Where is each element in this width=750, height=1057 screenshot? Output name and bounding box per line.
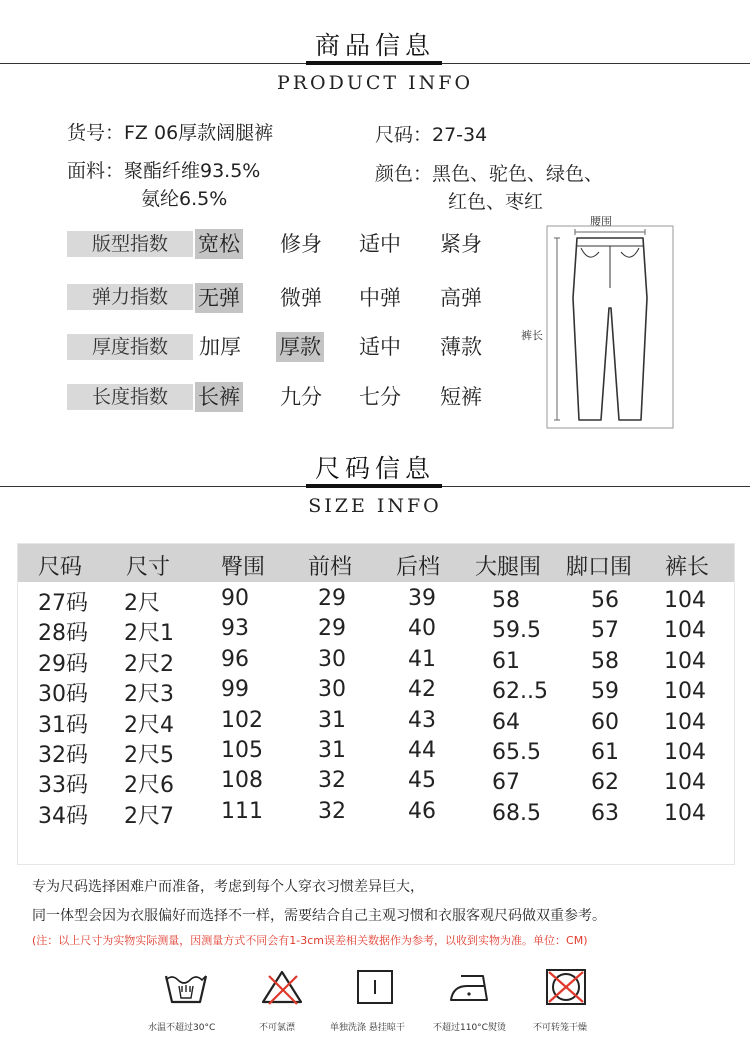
table-cell: 102 bbox=[221, 707, 263, 733]
index-option: 薄款 bbox=[440, 335, 482, 359]
care-label: 不超过110°C熨烫 bbox=[433, 1023, 506, 1033]
index-option: 中弹 bbox=[359, 286, 401, 310]
fabric-line-2: 氨纶6.5% bbox=[141, 188, 228, 210]
index-option: 长裤 bbox=[195, 382, 243, 412]
note-line-1: 专为尺码选择困难户而准备，考虑到每个人穿衣习惯差异巨大， bbox=[32, 879, 424, 895]
column-header: 脚口围 bbox=[566, 555, 633, 580]
table-cell: 57 bbox=[591, 618, 619, 644]
table-cell: 93 bbox=[221, 616, 249, 642]
index-option: 无弹 bbox=[195, 283, 243, 313]
table-cell: 45 bbox=[408, 768, 436, 794]
table-cell: 104 bbox=[664, 770, 706, 796]
table-cell: 30 bbox=[318, 677, 346, 703]
no-bleach-icon bbox=[259, 968, 305, 1006]
size-section-subtitle: SIZE INFO bbox=[308, 495, 442, 517]
table-cell: 46 bbox=[408, 798, 436, 824]
table-cell: 30 bbox=[318, 646, 346, 672]
table-cell: 67 bbox=[492, 770, 520, 796]
table-cell: 29 bbox=[318, 586, 346, 611]
table-cell: 2尺2 bbox=[124, 651, 174, 677]
size-section-title: 尺码信息 bbox=[314, 454, 435, 483]
table-cell: 2尺4 bbox=[124, 712, 174, 738]
column-header: 大腿围 bbox=[475, 555, 542, 580]
no-tumble-dry-icon bbox=[543, 968, 589, 1006]
column-header: 前档 bbox=[308, 555, 353, 580]
table-cell: 104 bbox=[664, 740, 706, 765]
care-label: 单独洗涤 悬挂晾干 bbox=[330, 1023, 405, 1033]
table-cell: 32码 bbox=[38, 743, 88, 768]
table-cell: 99 bbox=[221, 677, 249, 703]
table-cell: 104 bbox=[664, 588, 706, 613]
index-label: 弹力指数 bbox=[67, 284, 193, 310]
product-section-subtitle: PRODUCT INFO bbox=[276, 72, 474, 94]
table-cell: 62..5 bbox=[492, 679, 548, 705]
index-label: 版型指数 bbox=[67, 231, 193, 257]
index-option: 微弹 bbox=[280, 286, 322, 310]
size-table bbox=[17, 543, 735, 865]
fabric-line-1: 面料：聚酯纤维93.5% bbox=[67, 160, 261, 182]
table-cell: 105 bbox=[221, 738, 263, 763]
column-header: 臀围 bbox=[221, 555, 266, 580]
table-cell: 111 bbox=[221, 798, 263, 824]
table-cell: 104 bbox=[664, 800, 706, 826]
size-table-header bbox=[18, 544, 734, 582]
table-cell: 59.5 bbox=[492, 618, 541, 644]
product-section-title: 商品信息 bbox=[314, 31, 435, 60]
table-cell: 44 bbox=[408, 738, 436, 763]
table-cell: 104 bbox=[664, 679, 706, 705]
index-option: 宽松 bbox=[195, 229, 243, 259]
table-cell: 62 bbox=[591, 770, 619, 796]
table-cell: 104 bbox=[664, 709, 706, 735]
table-cell: 30码 bbox=[38, 682, 88, 708]
index-option: 加厚 bbox=[199, 335, 241, 359]
length-label: 裤长 bbox=[521, 329, 543, 342]
wash-30-icon bbox=[163, 968, 209, 1006]
index-option: 紧身 bbox=[440, 232, 482, 256]
index-option: 厚款 bbox=[276, 332, 324, 362]
index-option: 短裤 bbox=[440, 385, 482, 409]
color-line-2: 红色、枣红 bbox=[448, 191, 544, 213]
table-cell: 60 bbox=[591, 709, 619, 735]
index-option: 高弹 bbox=[440, 286, 482, 310]
care-label: 不可氯漂 bbox=[259, 1023, 296, 1033]
table-cell: 27码 bbox=[38, 591, 88, 616]
table-cell: 29 bbox=[318, 616, 346, 642]
table-cell: 29码 bbox=[38, 651, 88, 677]
hang-dry-icon bbox=[352, 968, 398, 1006]
table-cell: 104 bbox=[664, 618, 706, 644]
note-disclaimer: (注：以上尺寸为实物实际测量，因测量方式不同会有1-3cm误差相关数据作为参考，以收到实物为准。单位：CM) bbox=[32, 934, 588, 947]
table-cell: 31码 bbox=[38, 712, 88, 738]
index-option: 适中 bbox=[359, 335, 401, 359]
table-cell: 33码 bbox=[38, 773, 88, 799]
column-header: 裤长 bbox=[665, 555, 710, 580]
table-cell: 104 bbox=[664, 648, 706, 674]
index-option: 适中 bbox=[359, 232, 401, 256]
table-cell: 43 bbox=[408, 707, 436, 733]
table-cell: 2尺7 bbox=[124, 803, 174, 829]
table-cell: 59 bbox=[591, 679, 619, 705]
table-cell: 31 bbox=[318, 707, 346, 733]
size-range: 尺码：27-34 bbox=[375, 124, 488, 146]
index-option: 九分 bbox=[280, 385, 322, 409]
table-cell: 68.5 bbox=[492, 800, 541, 826]
table-cell: 65.5 bbox=[492, 740, 541, 765]
column-header: 尺寸 bbox=[126, 555, 171, 580]
table-cell: 56 bbox=[591, 588, 619, 613]
item-number: 货号：FZ 06厚款阔腿裤 bbox=[67, 122, 274, 144]
table-cell: 2尺1 bbox=[124, 621, 174, 647]
care-label: 不可转笼干燥 bbox=[533, 1023, 588, 1033]
table-cell: 64 bbox=[492, 709, 520, 735]
table-cell: 63 bbox=[591, 800, 619, 826]
size-header-bar bbox=[306, 484, 442, 488]
color-line-1: 颜色：黑色、驼色、绿色、 bbox=[375, 163, 604, 185]
table-cell: 32 bbox=[318, 768, 346, 794]
table-cell: 41 bbox=[408, 646, 436, 672]
care-label: 水温不超过30°C bbox=[148, 1023, 216, 1033]
table-cell: 108 bbox=[221, 768, 263, 794]
table-cell: 2尺6 bbox=[124, 773, 174, 799]
index-label: 长度指数 bbox=[67, 384, 193, 410]
index-option: 七分 bbox=[359, 385, 401, 409]
table-cell: 90 bbox=[221, 586, 249, 611]
table-cell: 2尺3 bbox=[124, 682, 174, 708]
table-cell: 34码 bbox=[38, 803, 88, 829]
table-cell: 42 bbox=[408, 677, 436, 703]
table-cell: 2尺 bbox=[124, 591, 160, 616]
index-option: 修身 bbox=[280, 232, 322, 256]
table-cell: 96 bbox=[221, 646, 249, 672]
column-header: 后档 bbox=[396, 555, 441, 580]
table-cell: 40 bbox=[408, 616, 436, 642]
table-cell: 28码 bbox=[38, 621, 88, 647]
table-cell: 31 bbox=[318, 738, 346, 763]
table-cell: 32 bbox=[318, 798, 346, 824]
table-cell: 2尺5 bbox=[124, 743, 174, 768]
table-cell: 58 bbox=[492, 588, 520, 613]
waist-label: 腰围 bbox=[590, 215, 612, 228]
table-cell: 58 bbox=[591, 648, 619, 674]
table-cell: 61 bbox=[591, 740, 619, 765]
column-header: 尺码 bbox=[38, 555, 83, 580]
table-cell: 39 bbox=[408, 586, 436, 611]
iron-110-icon bbox=[447, 968, 493, 1006]
index-label: 厚度指数 bbox=[67, 334, 193, 360]
note-line-2: 同一体型会因为衣服偏好而选择不一样，需要结合自己主观习惯和衣服客观尺码做双重参考。 bbox=[32, 908, 606, 924]
pants-diagram bbox=[545, 208, 675, 430]
product-header-bar bbox=[306, 61, 442, 65]
table-cell: 61 bbox=[492, 648, 520, 674]
